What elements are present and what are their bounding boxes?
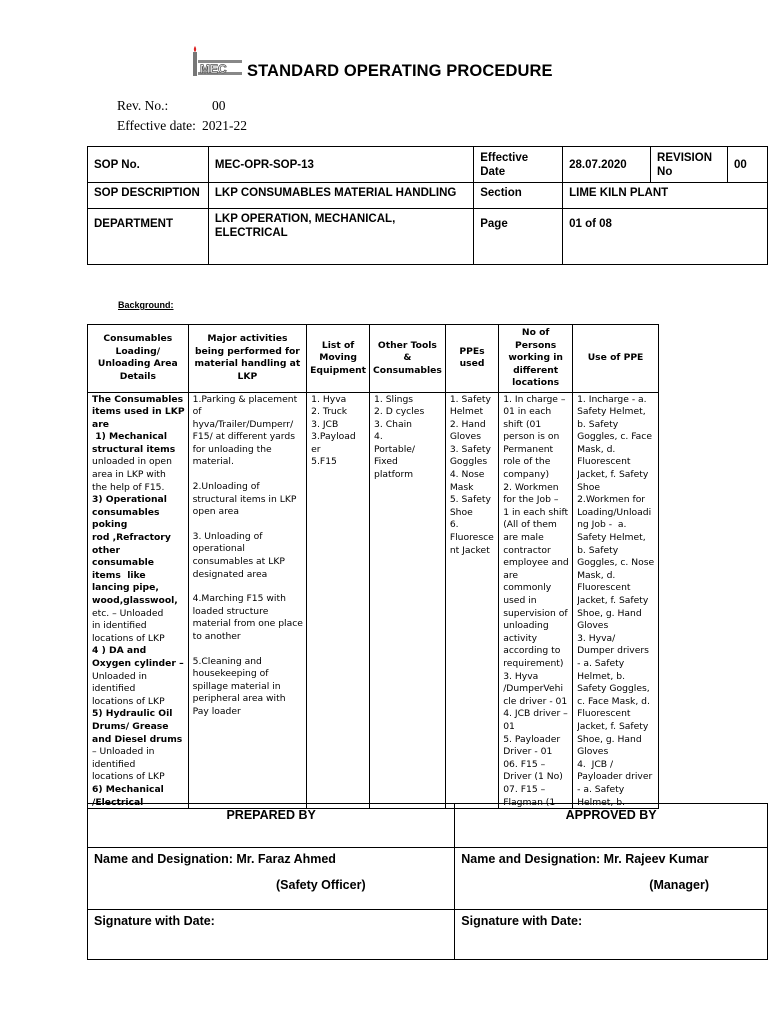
mec-logo-graphic [189,44,245,78]
rev-no-value: 00 [212,98,226,113]
cell-line: b. Safety [577,418,619,430]
cell-line: Unloaded in [92,670,147,682]
spacer [193,581,304,593]
cell-line: Shoe, g. Hand [577,733,642,745]
company-logo [189,44,245,78]
activity-line: 5.Cleaning and [192,655,262,667]
cell-line: Portable/ [374,443,415,455]
cell-line: 1) Mechanical [92,431,168,443]
use-of-ppe-list [577,394,655,808]
effective-date-cell-value: 28.07.2020 [563,147,651,183]
spacer [193,519,304,531]
spacer [193,644,304,656]
cell-line: unloading [503,620,549,632]
activity-line: to another [192,631,241,642]
cell-line: /Electrical [92,796,144,808]
activity-line: 3. Unloading of [192,530,263,542]
cell-line: according to [503,645,561,657]
cell-line: 1 in each shift [503,506,569,518]
cell-line: 5) Hydraulic Oil [92,708,173,720]
cell-line: Permanent [503,443,554,455]
prepared-name-cell [88,848,455,910]
cell-line: identified [92,758,136,770]
cell-line: requirement) [503,657,564,669]
cell-line: contractor [503,544,551,556]
cell-line: Goggles [449,456,488,468]
cell-line: Mask, d. [577,443,616,455]
cell-line: are male [503,532,544,544]
cell-line: 2. Truck [311,406,348,418]
activity-line: of [192,406,202,418]
activity-line: housekeeping of [192,668,269,680]
cell-line: Safety Helmet, [577,532,646,544]
cell-line: consumable [92,557,155,569]
activities-list [193,394,304,808]
material-handling-table [87,324,659,809]
sop-row-2 [88,183,768,209]
cell-line: and Diesel drums [92,733,183,745]
cell-line: 3. Hyva [503,670,539,682]
tools-cell [370,392,446,808]
approved-signature: Signature with Date: [455,910,768,960]
cell-line: 3. Hyva/ [577,632,616,644]
effective-date-label: Effective date: [117,118,196,133]
sop-row-1 [88,147,768,183]
cell-line: Mask, d. [577,569,616,581]
cell-line: Dumper drivers [577,645,649,657]
header-persons: No of Persons working in different locations [499,325,573,393]
cell-line: 3. JCB [311,418,339,430]
cell-line: Fluorescent [577,456,631,468]
cell-line: - a. Safety [577,657,625,669]
cell-line: employee and [503,557,569,569]
header-major-activities: Major activities being performed for material handling at LKP [188,325,307,393]
description-value: LKP CONSUMABLES MATERIAL HANDLING [208,183,473,209]
cell-line: Goggles, c. Face [577,431,652,443]
cell-line: 5. Safety [449,494,491,506]
sig-signature-row [88,910,768,960]
area-details-cell [88,392,189,808]
cell-line: Mask [449,481,474,493]
ppes-cell [445,392,498,808]
ppes-list [450,394,495,808]
approved-name-cell [455,848,768,910]
spacer [193,469,304,481]
sop-info-table [87,146,768,265]
sig-name-row [88,848,768,910]
cell-line: nt Jacket [449,544,490,556]
cell-line: 06. F15 – [503,758,546,770]
cell-line: Goggles, c. Nose [577,557,655,569]
cell-line: 4. [374,431,383,443]
cell-line: area in LKP with [92,469,166,481]
activity-line: material. [192,456,234,468]
sop-no-value: MEC-OPR-SOP-13 [208,147,473,183]
prepared-designation: (Safety Officer) [276,878,366,892]
cell-line: 1. Hyva [311,393,347,405]
cell-line: 4. JCB / [577,758,614,770]
cell-line: 1. Safety [449,393,491,405]
sig-header-row [88,804,768,848]
persons-list [503,394,569,808]
cell-line: 6. [449,519,459,531]
sop-no-label: SOP No. [88,147,209,183]
approved-by-heading: APPROVED BY [455,804,768,848]
cell-line: Flagman (1 [503,796,556,808]
activity-line: 1.Parking & placement [192,393,298,405]
activity-line: for unloading the [192,443,272,455]
cell-line: locations of LKP [92,771,165,783]
cell-line: shift (01 [503,418,542,430]
section-value: LIME KILN PLANT [563,183,768,209]
cell-line: 07. F15 – [503,783,546,795]
cell-line: Driver (1 No) [503,771,563,783]
cell-line: wood,glasswool, [92,595,178,606]
prepared-by-heading: PREPARED BY [88,804,455,848]
page-value: 01 of 08 [563,209,768,265]
activity-line: F15/ at different yards [192,431,296,443]
sop-row-3 [88,209,768,265]
cell-line: 5.F15 [311,456,337,468]
header-ppes-used: PPEs used [445,325,498,393]
cell-line: etc. – Unloaded [92,607,164,619]
cell-line: 4 ) DA and [92,645,147,657]
cell-line: used in [503,595,537,606]
cell-line: 2. Workmen [503,481,559,493]
cell-line: identified [92,683,136,695]
cell-line: commonly [503,582,552,594]
cell-line: Shoe, g. Hand [577,607,642,619]
activity-line: material from one place [192,618,303,630]
cell-line: 4. JCB driver – [503,708,568,720]
department-label: DEPARTMENT [88,209,209,265]
cell-line: the help of F15. [92,481,165,493]
cell-line: Gloves [577,620,609,632]
approved-name: Name and Designation: Mr. Rajeev Kumar [461,852,709,866]
cell-line: lancing pipe, [92,582,159,594]
cell-line: Jacket, f. Safety [577,469,649,481]
cell-line: 1. Slings [374,393,414,405]
cell-line: er [311,443,321,455]
activity-line: consumables at LKP [192,556,285,568]
cell-line: Fluorescent [577,708,631,720]
revision-label: REVISION No [651,147,728,183]
table-row [88,392,659,808]
approved-designation: (Manager) [649,878,710,892]
page-label: Page [474,209,563,265]
activity-line: Pay loader [192,705,241,717]
cell-line: are [92,418,109,430]
cell-line: role of the [503,456,551,468]
persons-cell [499,392,573,808]
area-details-list [92,394,185,808]
cell-line: c. Face Mask, d. [577,695,650,707]
cell-line: activity [503,632,538,644]
background-label: Background: [118,300,174,310]
cell-line: b. Safety [577,544,619,556]
cell-line: 01 [503,720,515,732]
activity-line: spillage material in [192,680,281,692]
revision-value: 00 [728,147,768,183]
cell-line: person is on [503,431,560,443]
activities-cell [188,392,307,808]
section-label: Section [474,183,563,209]
tools-list [374,394,442,808]
prepared-signature: Signature with Date: [88,910,455,960]
cell-line: – Unloaded in [92,746,155,758]
cell-line: 3. Safety [449,443,491,455]
effective-date-value: 2021-22 [202,118,247,133]
cell-line: Safety Helmet, [577,406,646,418]
cell-line: 4. Nose [449,469,485,481]
cell-line: Gloves [449,431,481,443]
rev-no-label: Rev. No.: [117,98,169,113]
cell-line: 2. Hand [449,418,486,430]
cell-line: structural items [92,443,176,455]
cell-line: 1. In charge – [503,393,566,405]
cell-line: - a. Safety [577,783,625,795]
activity-line: structural items in LKP [192,493,297,505]
cell-line: 1. Incharge - a. [577,393,647,405]
activity-line: peripheral area with [192,693,286,705]
equipment-cell [307,392,370,808]
table-header-row [88,325,659,393]
cell-line: The Consumables [92,393,184,405]
cell-line: (All of them [503,519,557,531]
cell-line: supervision of [503,607,568,619]
signature-table [87,803,768,960]
cell-line: Helmet, b. [577,796,625,808]
cell-line: for the Job – [503,494,559,506]
header-use-of-ppe: Use of PPE [573,325,659,393]
document-title: STANDARD OPERATING PROCEDURE [247,62,553,80]
activity-line: designated area [192,568,268,580]
department-value: LKP OPERATION, MECHANICAL, ELECTRICAL [208,209,473,265]
cell-line: poking [92,519,128,531]
cell-line: 01 in each [503,406,552,418]
cell-line: are [503,569,519,581]
cell-line: locations of LKP [92,695,165,707]
use-of-ppe-cell [573,392,659,808]
cell-line: platform [374,469,414,481]
activity-line: operational [192,543,245,555]
prepared-name: Name and Designation: Mr. Faraz Ahmed [94,852,336,866]
cell-line: 2. D cycles [374,406,425,418]
cell-line: Helmet, b. [577,670,625,682]
cell-line: 6) Mechanical [92,783,164,795]
header-tools-consumables: Other Tools & Consumables [370,325,446,393]
cell-line: other [92,544,121,556]
cell-line: rod ,Refractory [92,532,171,544]
cell-line: Fluorescent [577,582,631,594]
activity-line: 4.Marching F15 with [192,593,286,605]
cell-line: ng Job - a. [577,519,627,531]
activity-line: loaded structure [192,605,269,617]
cell-line: 3.Payload [311,431,356,443]
cell-line: items used in LKP [92,406,185,418]
description-label: SOP DESCRIPTION [88,183,209,209]
cell-line: /DumperVehi [503,683,563,695]
cell-line: Jacket, f. Safety [577,720,649,732]
header-area-details: Consumables Loading/ Unloading Area Details [88,325,189,393]
cell-line: locations of LKP [92,632,165,644]
cell-line: Jacket, f. Safety [577,595,649,606]
equipment-list [311,394,366,808]
cell-line: Drums/ Grease [92,720,169,732]
cell-line: Fluoresce [449,532,494,544]
cell-line: items like [92,569,146,581]
cell-line: Gloves [577,746,609,758]
cell-line: Payloader driver [577,771,653,783]
cell-line: Helmet [449,406,484,418]
cell-line: 3. Chain [374,418,412,430]
cell-line: in identified [92,620,147,632]
cell-line: Safety Goggles, [577,683,650,695]
cell-line: 5. Payloader [503,733,561,745]
cell-line: Shoe [577,481,601,493]
cell-line: 2.Workmen for [577,494,646,506]
cell-line: Loading/Unloadi [577,506,652,518]
cell-line: Shoe [449,506,473,518]
cell-line: consumables [92,506,160,518]
header-moving-equipment: List of Moving Equipment [307,325,370,393]
cell-line: 3) Operational [92,494,167,506]
cell-line: unloaded in open [92,456,172,468]
activity-line: 2.Unloading of [192,481,260,493]
activity-line: hyva/Trailer/Dumperr/ [192,418,294,430]
cell-line: Driver - 01 [503,746,553,758]
effective-date-cell-label: Effective Date [474,147,563,183]
cell-line: company) [503,469,550,481]
cell-line: Oxygen cylinder – [92,657,184,669]
cell-line: Fixed [374,456,398,468]
svg-text:MEC: MEC [200,62,227,76]
activity-line: open area [192,506,239,518]
cell-line: cle driver - 01 [503,695,568,707]
